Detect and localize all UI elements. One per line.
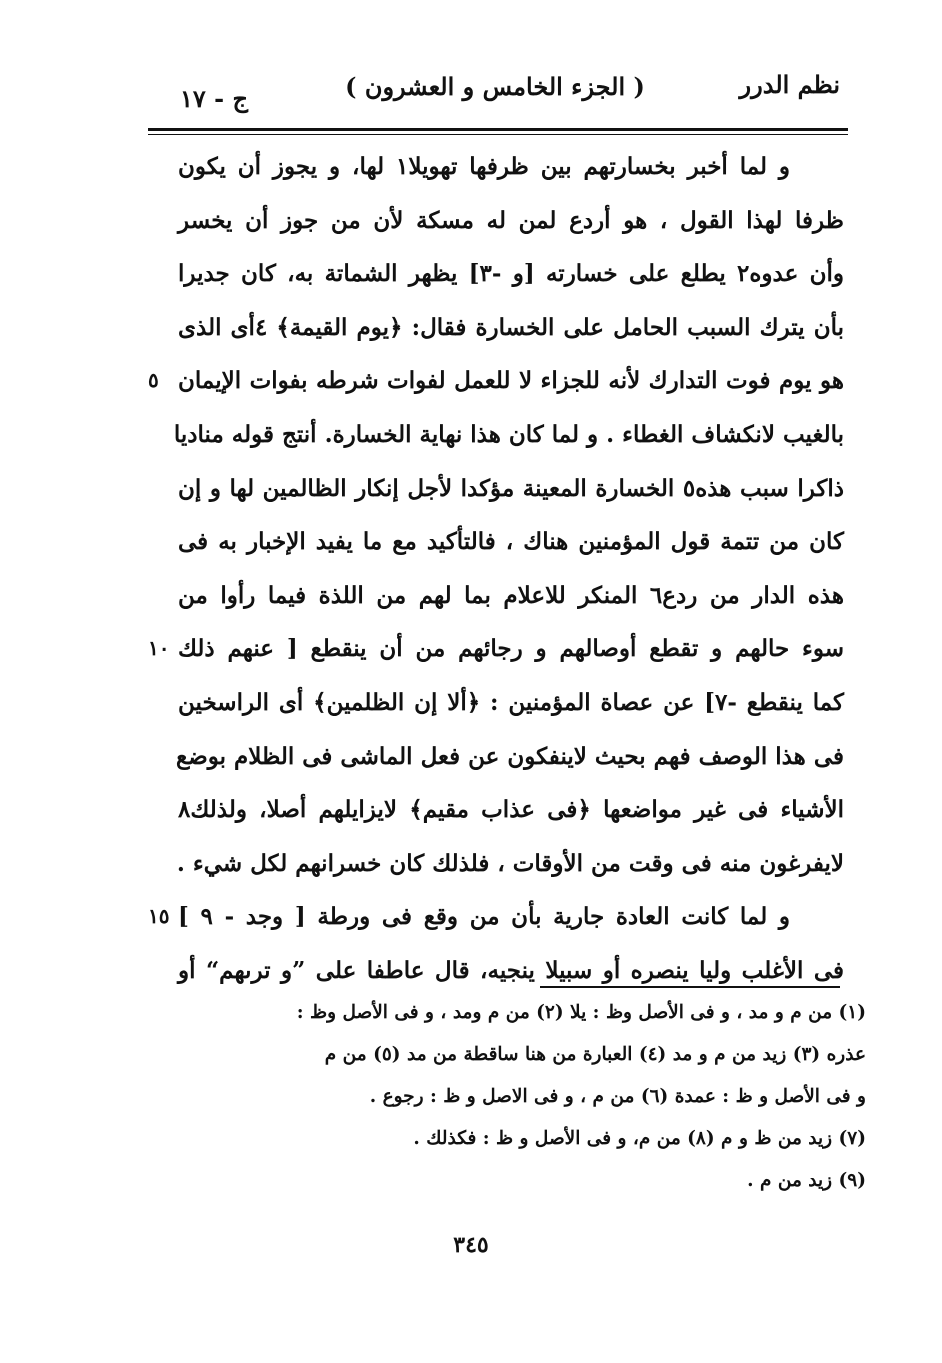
text-line	[148, 890, 844, 944]
text-line	[178, 247, 844, 301]
text-line-content: لايفرغون منه فى وقت من الأوقات ، فلذلك كان خسرانهم لكل شيء .	[176, 849, 844, 877]
text-line	[148, 354, 844, 408]
part-title: ( الجزء الخامس و العشرون )	[345, 72, 645, 101]
body-text	[148, 140, 844, 998]
text-line-content: فى هذا الوصف فهم بحيث لاينفكون عن فعل الماشى فى الظلام بوضع	[175, 742, 844, 770]
line-number: ٥	[148, 368, 159, 393]
page-header	[150, 70, 840, 120]
text-line	[178, 676, 844, 730]
text-line	[173, 408, 844, 462]
text-line	[178, 944, 844, 998]
line-number: ١٠	[148, 636, 170, 661]
text-line-content: بالغيب لانكشاف الغطاء . و لما كان هذا نهاية الخسارة. أنتج قوله مناديا	[173, 420, 844, 448]
footnote-line: و فى الأصل و ظ : عمدة (٦) من م ، و فى الاصل و ظ : رجوع .	[369, 1086, 866, 1107]
text-line-content: بأن يترك السبب الحامل على الخسارة فقال: ﴿يوم القيمة﴾ ٤أى الذى	[178, 313, 844, 341]
text-line-content: وأن عدوه٢ يطلع على خسارته [و -٣] يظهر الشماتة به، كان جديرا	[178, 260, 844, 288]
text-line-content: ظرفا لهذا القول ، هو أردع لمن له مسكة لأن من جوز أن يخسر	[178, 206, 844, 234]
footnote-line: (١) من م و مد ، و فى الأصل وظ : يلا (٢) من م ومد ، و فى الأصل وظ :	[296, 1002, 866, 1023]
text-line-content: الأشياء فى غير مواضعها ﴿فى عذاب مقيم﴾ لايزايلهم أصلا، ولذلك٨	[178, 796, 844, 824]
text-line-content: هذه الدار من ردع٦ المنكر للاعلام بما لهم من اللذة فيما رأوا من	[178, 581, 844, 609]
text-line	[175, 730, 844, 784]
text-line	[148, 622, 844, 676]
text-line-content: ذاكرا سبب هذه٥ الخسارة المعينة مؤكدا لأجل إنكار الظالمين لها و إن	[178, 474, 844, 502]
volume-label: ج - ١٧	[180, 84, 248, 113]
header-rule-thin	[148, 134, 848, 135]
text-line	[178, 569, 844, 623]
book-title: نظم الدرر	[739, 70, 840, 99]
page-number: ٣٤٥	[453, 1232, 489, 1258]
text-line	[178, 194, 844, 248]
text-line	[178, 301, 844, 355]
text-line-content: كان من تتمة قول المؤمنين هناك ، فالتأكيد مع ما يفيد الإخبار به فى	[178, 528, 844, 556]
text-line	[178, 837, 844, 891]
line-number: ١٥	[148, 904, 170, 929]
text-line-content: فى الأغلب وليا ينصره أو سبيلا ينجيه، قال عاطفا على ”و ترىهم“ أو	[178, 956, 844, 984]
text-line	[178, 462, 844, 516]
text-line-content: هو يوم فوت التدارك لأنه للجزاء لا للعمل لفوات شرطه بفوات الإيمان	[178, 367, 844, 395]
footnote-line: (٧) زيد من ظ و م (٨) من م، و فى الأصل و ظ : فكذلك .	[413, 1128, 866, 1149]
text-line-content: كما ينقطع -٧] عن عصاة المؤمنين : ﴿ألا إن الظلمين﴾ أى الراسخين	[178, 688, 844, 716]
text-line-content: و لما كانت العادة جارية بأن من وقع فى ورطة [ وجد - ٩ ]	[178, 903, 790, 931]
text-line-content: سوء حالهم و تقطع أوصالهم و رجائهم من أن ينقطع [ عنهم ذلك	[178, 635, 844, 663]
text-line	[178, 783, 844, 837]
footnote-line: (٩) زيد من م .	[747, 1170, 866, 1191]
footnote-separator	[540, 986, 840, 988]
footnotes	[196, 992, 866, 1202]
footnote-line: عذره (٣) زيد من م و مد (٤) العبارة من هنا ساقطة من مد (٥) من م	[324, 1044, 866, 1065]
text-line	[178, 140, 844, 194]
header-rule-thick	[148, 128, 848, 131]
text-line-content: و لما أخبر بخسارتهم بين ظرفها تهويلا١ لها، و يجوز أن يكون	[178, 153, 791, 180]
text-line	[178, 515, 844, 569]
